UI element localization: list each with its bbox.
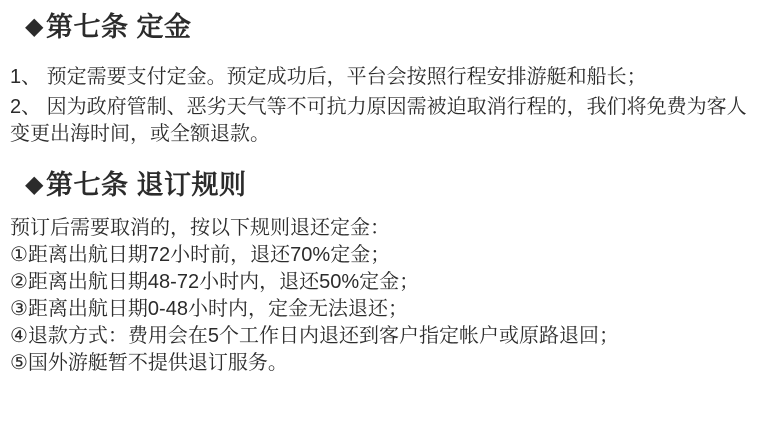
cancellation-rule-3: ③距离出航日期0-48小时内，定金无法退还； xyxy=(10,298,408,320)
section-deposit xyxy=(10,12,758,148)
diamond-bullet-icon: ◆ xyxy=(25,171,44,198)
cancellation-rule-2: ②距离出航日期48-72小时内，退还50%定金； xyxy=(10,271,420,293)
section-cancellation-heading xyxy=(25,170,758,200)
cancellation-rule-5: ⑤国外游艇暂不提供退订服务。 xyxy=(10,352,288,374)
section-cancellation xyxy=(10,170,758,377)
diamond-bullet-icon: ◆ xyxy=(25,13,44,40)
cancellation-rule-1: ①距离出航日期72小时前，退还70%定金； xyxy=(10,244,391,266)
section-deposit-heading xyxy=(25,12,758,42)
deposit-item-2: 2、 因为政府管制、恶劣天气等不可抗力原因需被迫取消行程的，我们将免费为客人变更出海时间，或全额退款。 xyxy=(10,96,747,145)
section-cancellation-title: 第七条 退订规则 xyxy=(45,170,247,200)
cancellation-intro: 预订后需要取消的，按以下规则退还定金： xyxy=(10,217,390,239)
cancellation-rule-4: ④退款方式：费用会在5个工作日内退还到客户指定帐户或原路退回； xyxy=(10,325,620,347)
deposit-item-1: 1、 预定需要支付定金。预定成功后，平台会按照行程安排游艇和船长； xyxy=(10,66,647,88)
section-deposit-title: 第七条 定金 xyxy=(45,12,192,42)
